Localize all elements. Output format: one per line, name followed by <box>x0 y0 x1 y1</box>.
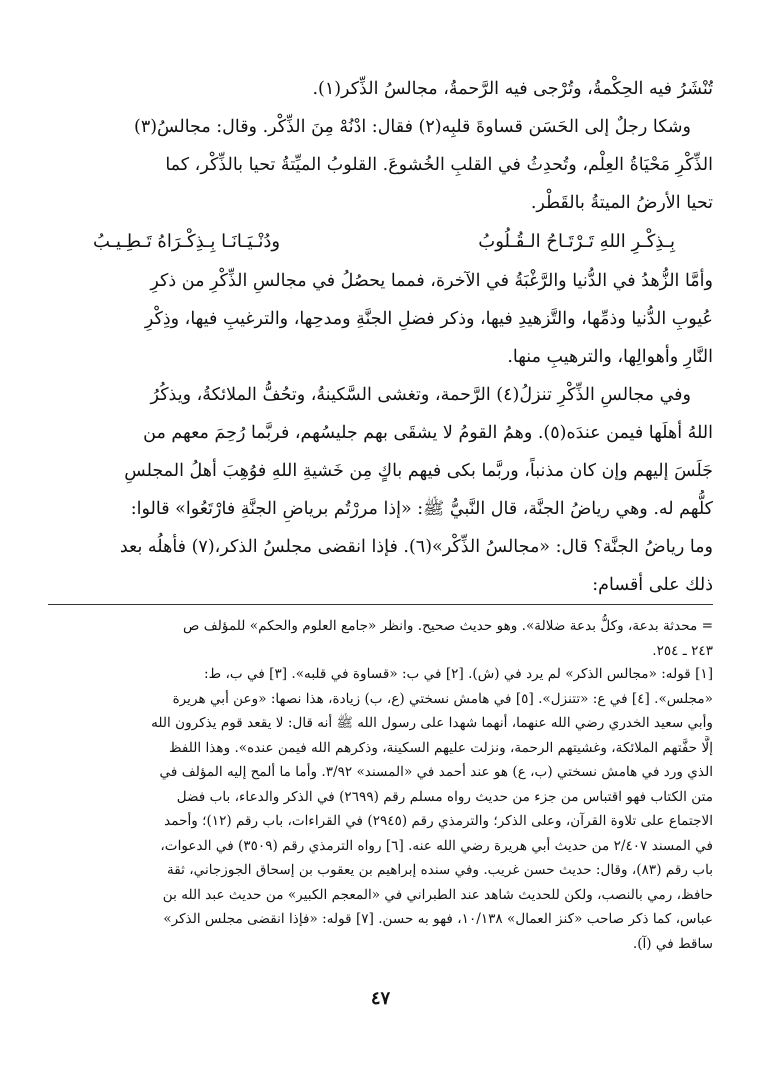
text-line: كلُّهم له. وهي رياضُ الجنَّة، قال النَّبيُّ ﷺ: «إذا مررْتُم برياضِ الجنَّةِ فارْتَعُوا» قالوا: <box>130 499 713 519</box>
hemistich-right: بِـذِكْـرِ اللهِ تَـرْتَـاحُ الـقُـلُوبُ <box>478 231 675 252</box>
footnote-line: الاجتماع على تلاوة القرآن، وعلى الذكر؛ والترمذي رقم (٢٩٤٥) في القراءات، باب رقم (١٢)؛ وأحمد <box>164 813 713 829</box>
footnote-line: = محدثة بدعة، وكلُّ بدعة ضلالة». وهو حديث صحيح. وانظر «جامع العلوم والحكم» للمؤلف ص <box>182 618 713 634</box>
text-line: وشكا رجلٌ إلى الحَسَن قساوةَ قلبِه(٢) فقال: ادْنُهْ مِنَ الذِّكْر. وقال: مجالسُ(٣) <box>133 117 691 137</box>
text-line: اللهُ أهلَها فيمن عندَه(٥). وهمُ القومُ لا يشقَى بهم جليسُهم، فربَّما رُحِمَ معهم من <box>143 423 713 443</box>
text-line: عُيوبِ الدُّنيا وذمِّها، والتَّزهيدِ فيها، وذكر فضلِ الجنَّةِ ومدحِها، والترغيبِ فيها، وذِكْرِ <box>144 309 713 329</box>
text-line: النَّارِ وأهوالِها، والترهيبِ منها. <box>507 347 713 367</box>
footnote-separator <box>48 604 713 605</box>
footnote-line: «مجلس». [٤] في ع: «تتنزل». [٥] في هامش نسختي (ع، ب) زيادة، هذا نصها: «وعن أبي هريرة <box>172 690 713 707</box>
footnote-line: إلَّا حفَّتهم الملائكة، وغشيتهم الرحمة، ونزلت عليهم السكينة، وذكرهم الله فيمن عنده». وهذا اللفظ <box>169 739 713 756</box>
footnote-line: باب رقم (٨٣)، وقال: حديث حسن غريب. وفي سنده إبراهيم بن يعقوب بن إسحاق الجوزجاني، ثقة <box>166 862 713 878</box>
text-line: تحيا الأرضُ الميتةُ بالقَطْر. <box>530 193 713 213</box>
text-line: وأمَّا الزُّهدُ في الدُّنيا والرَّغْبَةُ في الآخرة، فمما يحصُلُ في مجالسِ الذِّكْرِ من ذكرِ <box>150 271 713 291</box>
footnote-line: الذي ورد في هامش نسختي (ب، ع) هو عند أحمد في «المسند» ٣/٩٢. وأما ما ألمح إليه المؤلف في <box>159 764 713 780</box>
text-line: وفي مجالسِ الذِّكْرِ تنزلُ(٤) الرَّحمة، وتغشى السَّكينةُ، وتحُفُّ الملائكةُ، ويذكُرُ <box>150 385 691 405</box>
footnote-line: وأبي سعيد الخدري رضي الله عنهما، أنهما شهدا على رسول الله ﷺ أنه قال: لا يقعد قوم يذكرون الله <box>151 715 713 731</box>
footnotes-continued <box>48 614 713 663</box>
footnote-line: ٢٤٣ ـ ٢٥٤. <box>652 642 713 659</box>
page-number: ٤٧ <box>370 988 391 1009</box>
text-line: ذلك على أقسام: <box>592 575 713 595</box>
text-line: تُنْشَرُ فيه الحِكْمةُ، وتُرْجى فيه الرَّحمةُ، مجالسُ الذِّكر(١). <box>312 79 713 99</box>
footnote-line: عباس، كما ذكر صاحب «كنز العمال» ١٠/١٣٨، فهو به حسن. [٧] قوله: «فإذا انقضى مجلس الذكر» <box>163 911 713 927</box>
footnote-line: [١] قوله: «مجالس الذكر» لم يرد في (ش). [٢] في ب: «قساوة في قلبه». [٣] في ب، ط: <box>204 666 713 682</box>
footnote-line: متن الكتاب فهو اقتباس من جزء من حديث رواه مسلم رقم (٢٦٩٩) في الذكر والدعاء، باب فضل <box>176 788 713 805</box>
poem-verse <box>53 222 713 262</box>
footnote-line: حافظ، رمي بالنصب، ولكن للحديث شاهد عند الطبراني في «المعجم الكبير» من حديث عبد الله بن <box>162 886 713 903</box>
hemistich-left: ودُنْـيَـانَـا بِـذِكْـرَاهُ تَـطِـيـبُ <box>93 231 281 252</box>
text-line: جَلَسَ إليهم وإن كان مذنباً، وربَّما بكى فيهم باكٍ مِن خَشيةِ اللهِ فوُهِبَ أهلُ المجلسِ <box>124 461 713 481</box>
text-line: وما رياضُ الجنَّة؟ قال: «مجالسُ الذِّكْر»(٦). فإذا انقضى مجلسُ الذكر،(٧) فأهلُه بعد <box>119 537 713 557</box>
footnote-line: في المسند ٢/٤٠٧ من حديث أبي هريرة رضي الله عنه. [٦] رواه الترمذي رقم (٣٥٠٩) في الدعوات، <box>160 837 713 854</box>
footnote-line: ساقط في (آ). <box>632 935 713 952</box>
main-text <box>53 70 713 604</box>
text-line: الذِّكْرِ مَحْيَاةُ العِلْم، وتُحدِثُ في القلبِ الخُشوعَ. القلوبُ الميِّتةُ تحيا بالذِّكْر، كما <box>165 155 713 175</box>
footnotes <box>48 662 713 956</box>
